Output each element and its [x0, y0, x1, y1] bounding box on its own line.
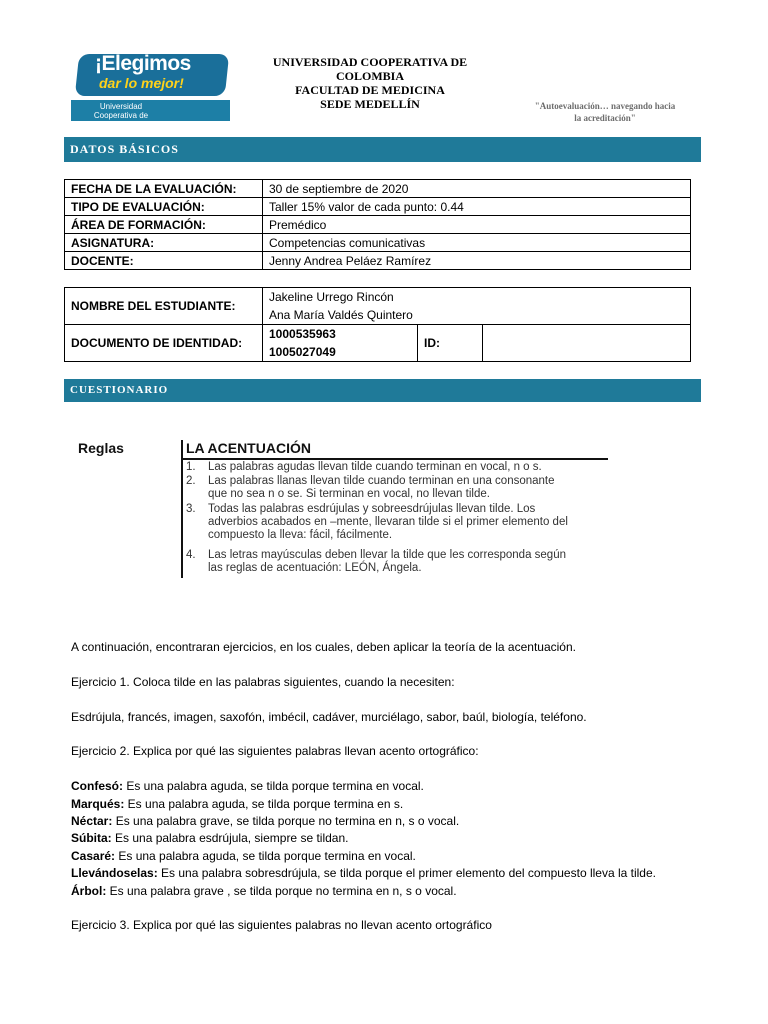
exercise-3-title: Ejercicio 3. Explica por qué las siguientes palabras no llevan acento ortográfico — [71, 918, 492, 932]
rules-title: LA ACENTUACIÓN — [186, 440, 311, 456]
rule-line: Las palabras llanas llevan tilde cuando terminan en una consonante — [208, 475, 555, 487]
table-row — [65, 325, 691, 362]
item-word: Árbol: — [71, 884, 107, 898]
rule-line: Las palabras agudas llevan tilde cuando terminan en vocal, n o s. — [208, 461, 542, 473]
section-bar-basic: DATOS BÁSICOS — [64, 137, 701, 162]
logo-line2: dar lo mejor! — [99, 75, 184, 91]
student-names — [263, 288, 691, 325]
rule-line: las reglas de acentuación: LEÓN, Ángela. — [208, 562, 422, 574]
id-label: ID: — [418, 325, 483, 362]
rule-line: que no sea n o se. Si terminan en vocal, no llevan tilde. — [208, 488, 490, 500]
rule-line: Las letras mayúsculas deben llevar la tilde que les corresponda según — [208, 549, 566, 561]
item-word: Llevándoselas: — [71, 866, 158, 880]
rule-number: 2. — [186, 475, 196, 487]
table-row — [65, 216, 691, 234]
exercise-2-item — [71, 866, 656, 880]
exercise-1-title: Ejercicio 1. Coloca tilde en las palabras siguientes, cuando la necesiten: — [71, 675, 455, 689]
value-cell: 30 de septiembre de 2020 — [263, 180, 691, 198]
exercise-2-item — [71, 814, 459, 828]
exercise-2-item — [71, 779, 424, 793]
motto-line: "Autoevaluación… navegando hacia — [534, 101, 676, 111]
rule-line: Todas las palabras esdrújulas y sobreesdrújulas llevan tilde. Los — [208, 503, 536, 515]
exercise-2-title: Ejercicio 2. Explica por qué las siguientes palabras llevan acento ortográfico: — [71, 744, 479, 758]
item-word: Confesó: — [71, 779, 123, 793]
item-text: Es una palabra aguda, se tilda porque termina en vocal. — [123, 779, 424, 793]
table-row — [65, 180, 691, 198]
exercise-2-item — [71, 884, 457, 898]
rules-head: Reglas — [78, 440, 124, 456]
item-word: Marqués: — [71, 797, 125, 811]
university-line: COLOMBIA — [335, 69, 404, 83]
university-logo — [71, 48, 230, 129]
rule-item — [186, 503, 608, 542]
value-cell: Competencias comunicativas — [263, 234, 691, 252]
value-cell: Jenny Andrea Peláez Ramírez — [263, 252, 691, 270]
exercise-2-item — [71, 831, 348, 845]
rule-line: adverbios acabados en –mente, llevaran tilde si el primer elemento del — [208, 516, 568, 528]
document-number: 1005027049 — [269, 345, 336, 359]
rule-item — [186, 475, 608, 501]
item-word: Casaré: — [71, 849, 116, 863]
logo-subtitle: Universidad Cooperativa de Colombia — [93, 102, 149, 129]
exercise-1-words: Esdrújula, francés, imagen, saxofón, imbécil, cadáver, murciélago, sabor, baúl, biología, teléfono. — [71, 710, 587, 724]
rule-number: 4. — [186, 549, 196, 561]
student-name: Ana María Valdés Quintero — [269, 308, 413, 322]
label-cell: DOCENTE: — [65, 252, 263, 270]
university-line: UNIVERSIDAD COOPERATIVA DE — [272, 55, 468, 69]
university-line: SEDE MEDELLÍN — [320, 97, 420, 111]
table-row — [65, 288, 691, 325]
logo-line1: ¡Elegimos — [95, 52, 191, 75]
value-cell: Premédico — [263, 216, 691, 234]
section-bar-quiz: CUESTIONARIO — [64, 379, 701, 402]
item-text: Es una palabra grave, se tilda porque no termina en n, s o vocal. — [112, 814, 460, 828]
rules-underline — [183, 458, 608, 460]
exercise-2-item — [71, 797, 403, 811]
rule-item — [186, 461, 608, 474]
id-value — [483, 325, 691, 362]
table-row — [65, 234, 691, 252]
table-row — [65, 252, 691, 270]
exercise-2-item — [71, 849, 416, 863]
rules-figure — [78, 440, 608, 580]
university-heading — [255, 55, 485, 111]
document-values — [263, 325, 418, 362]
rule-number: 1. — [186, 461, 196, 473]
label-cell: ÁREA DE FORMACIÓN: — [65, 216, 263, 234]
rule-item — [186, 549, 608, 575]
value-cell: Taller 15% valor de cada punto: 0.44 — [263, 198, 691, 216]
label-cell: FECHA DE LA EVALUACIÓN: — [65, 180, 263, 198]
item-text: Es una palabra aguda, se tilda porque termina en vocal. — [115, 849, 416, 863]
student-name-label: NOMBRE DEL ESTUDIANTE: — [65, 288, 263, 325]
label-cell: ASIGNATURA: — [65, 234, 263, 252]
rules-divider — [181, 440, 183, 578]
item-text: Es una palabra aguda, se tilda porque termina en s. — [124, 797, 404, 811]
item-text: Es una palabra sobresdrújula, se tilda porque el primer elemento del compuesto lleva la tilde. — [157, 866, 656, 880]
item-word: Néctar: — [71, 814, 113, 828]
table-row — [65, 198, 691, 216]
item-text: Es una palabra grave , se tilda porque no termina en n, s o vocal. — [106, 884, 457, 898]
document-number: 1000535963 — [269, 327, 336, 341]
student-table — [64, 287, 691, 362]
student-name: Jakeline Urrego Rincón — [269, 290, 394, 304]
item-word: Súbita: — [71, 831, 112, 845]
rule-line: compuesto la lleva: fácil, fácilmente. — [208, 529, 393, 541]
item-text: Es una palabra esdrújula, siempre se tildan. — [111, 831, 349, 845]
intro-text: A continuación, encontraran ejercicios, en los cuales, deben aplicar la teoría de la acentuación. — [71, 640, 576, 654]
basic-info-table — [64, 179, 691, 270]
rule-number: 3. — [186, 503, 196, 515]
label-cell: TIPO DE EVALUACIÓN: — [65, 198, 263, 216]
university-line: FACULTAD DE MEDICINA — [295, 83, 445, 97]
motto — [520, 100, 690, 124]
document-label: DOCUMENTO DE IDENTIDAD: — [65, 325, 263, 362]
motto-line: la acreditación" — [574, 113, 636, 123]
